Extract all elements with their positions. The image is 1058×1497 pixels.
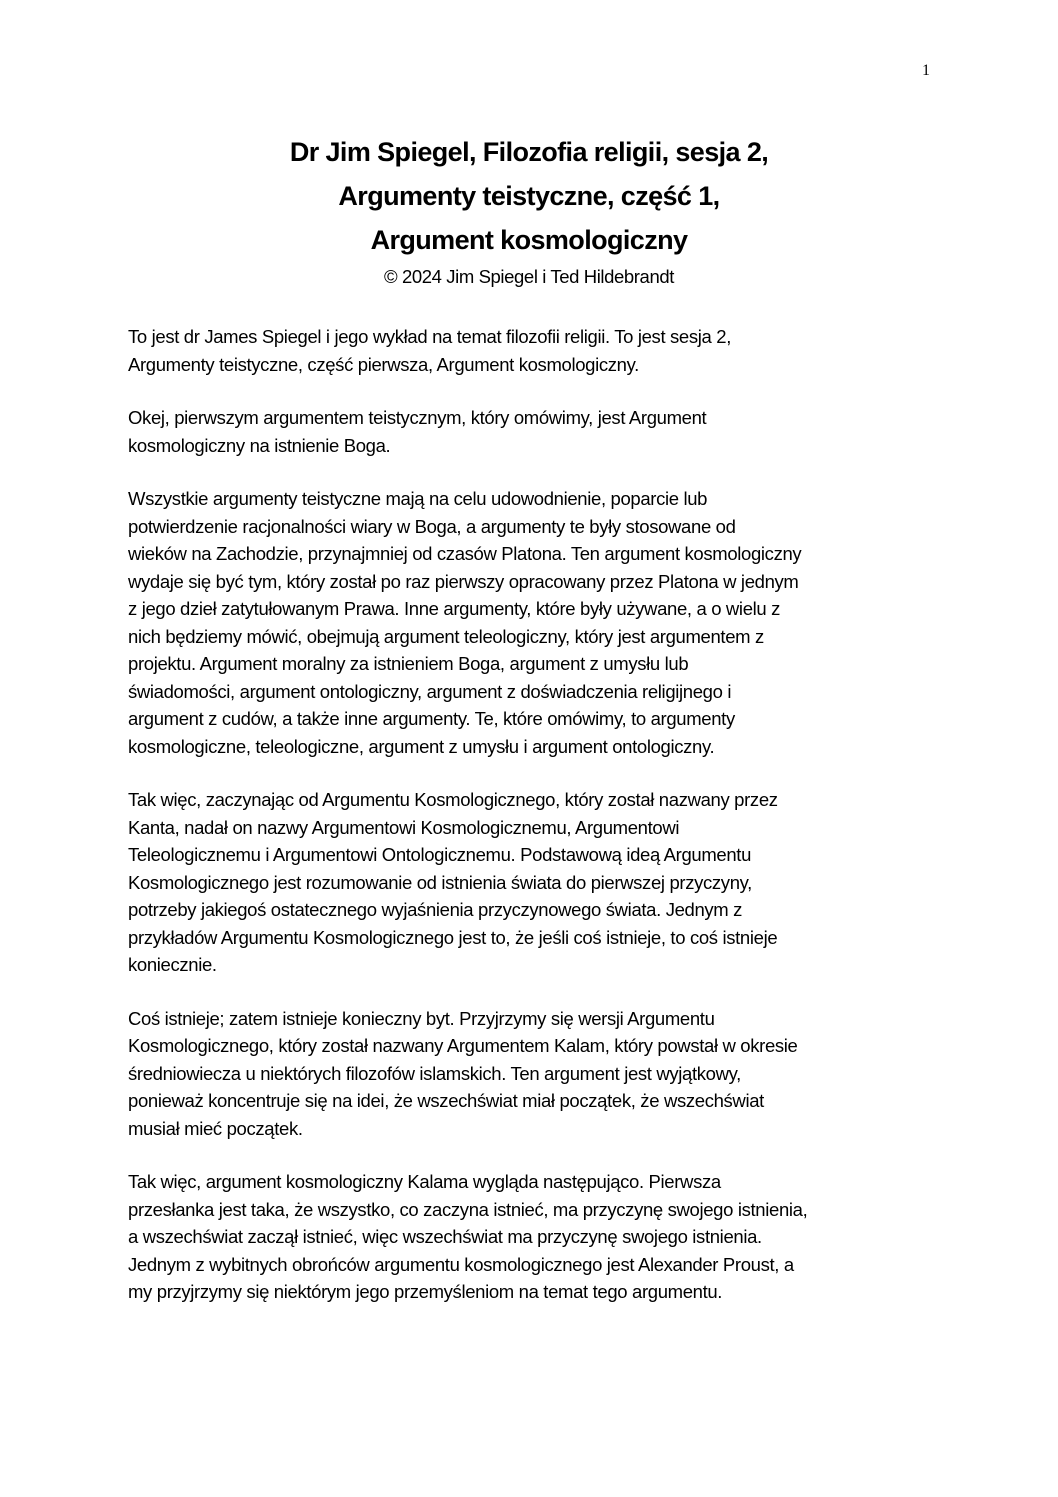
text-line: kosmologiczne, teleologiczne, argument z umysłu i argument ontologiczny. [128, 735, 715, 757]
text-line: wieków na Zachodzie, przynajmniej od czasów Platona. Ten argument kosmologiczny [128, 543, 802, 564]
text-line: projektu. Argument moralny za istnieniem Boga, argument z umysłu lub [128, 653, 689, 674]
text-line: średniowiecza u niektórych filozofów islamskich. Ten argument jest wyjątkowy, [128, 1062, 741, 1084]
paragraph-kant [128, 786, 948, 979]
text-line: Jednym z wybitnych obrońców argumentu kosmologicznego jest Alexander Proust, a [128, 1253, 794, 1275]
text-line: koniecznie. [128, 954, 217, 975]
paragraph-first-argument [128, 404, 948, 459]
copyright-notice: © 2024 Jim Spiegel i Ted Hildebrandt [384, 266, 674, 287]
text-line: potrzeby jakiegoś ostatecznego wyjaśnienia przyczynowego świata. Jednym z [128, 899, 743, 920]
text-line: wydaje się być tym, który został po raz pierwszy opracowany przez Platona w jednym [128, 570, 799, 592]
text-line: nich będziemy mówić, obejmują argument teleologiczny, który jest argumentem z [128, 625, 764, 647]
text-line: Tak więc, zaczynając od Argumentu Kosmologicznego, który został nazwany przez [128, 789, 778, 810]
paragraph-intro [128, 323, 948, 378]
page-number: 1 [922, 62, 930, 79]
text-line: argument z cudów, a także inne argumenty. Te, które omówimy, to argumenty [128, 708, 735, 729]
text-line: z jego dzieł zatytułowanym Prawa. Inne argumenty, które były używane, a o wielu z [128, 598, 781, 619]
text-line: Wszystkie argumenty teistyczne mają na celu udowodnienie, poparcie lub [128, 488, 708, 509]
text-line: my przyjrzymy się niektórym jego przemyśleniom na temat tego argumentu. [128, 1281, 723, 1302]
text-line: przykładów Argumentu Kosmologicznego jest to, że jeśli coś istnieje, to coś istnieje [128, 926, 778, 948]
text-line: ponieważ koncentruje się na idei, że wszechświat miał początek, że wszechświat [128, 1090, 764, 1111]
text-line: To jest dr James Spiegel i jego wykład na temat filozofii religii. To jest sesja 2, [128, 326, 731, 347]
text-line: musiał mieć początek. [128, 1117, 303, 1139]
paragraph-theistic-arguments [128, 485, 948, 760]
text-line: kosmologiczny na istnienie Boga. [128, 434, 391, 456]
text-line: Kanta, nadał on nazwy Argumentowi Kosmologicznemu, Argumentowi [128, 816, 680, 838]
text-line: Okej, pierwszym argumentem teistycznym, który omówimy, jest Argument [128, 407, 707, 428]
paragraph-kalam [128, 1005, 948, 1143]
document-body [128, 323, 948, 1332]
title-line-2: Argumenty teistyczne, część 1, [338, 181, 720, 211]
text-line: przesłanka jest taka, że wszystko, co zaczyna istnieć, ma przyczynę swojego istnienia, [128, 1198, 808, 1220]
text-line: Tak więc, argument kosmologiczny Kalama wygląda następująco. Pierwsza [128, 1171, 721, 1192]
text-line: a wszechświat zaczął istnieć, więc wszechświat ma przyczynę swojego istnienia. [128, 1226, 762, 1247]
document-header [0, 130, 1058, 290]
text-line: Coś istnieje; zatem istnieje konieczny byt. Przyjrzymy się wersji Argumentu [128, 1007, 715, 1029]
text-line: Kosmologicznego jest rozumowanie od istnienia świata do pierwszej przyczyny, [128, 871, 752, 893]
paragraph-kalam-structure [128, 1168, 948, 1306]
text-line: potwierdzenie racjonalności wiary w Boga, a argumenty te były stosowane od [128, 515, 736, 537]
text-line: Argumenty teistyczne, część pierwsza, Argument kosmologiczny. [128, 353, 639, 375]
text-line: świadomości, argument ontologiczny, argument z doświadczenia religijnego i [128, 680, 732, 702]
text-line: Teleologicznemu i Argumentowi Ontologicznemu. Podstawową ideą Argumentu [128, 844, 752, 865]
title-line-3: Argument kosmologiczny [370, 225, 688, 255]
text-line: Kosmologicznego, który został nazwany Argumentem Kalam, który powstał w okresie [128, 1035, 798, 1056]
title-line-1: Dr Jim Spiegel, Filozofia religii, sesja 2, [289, 137, 769, 167]
